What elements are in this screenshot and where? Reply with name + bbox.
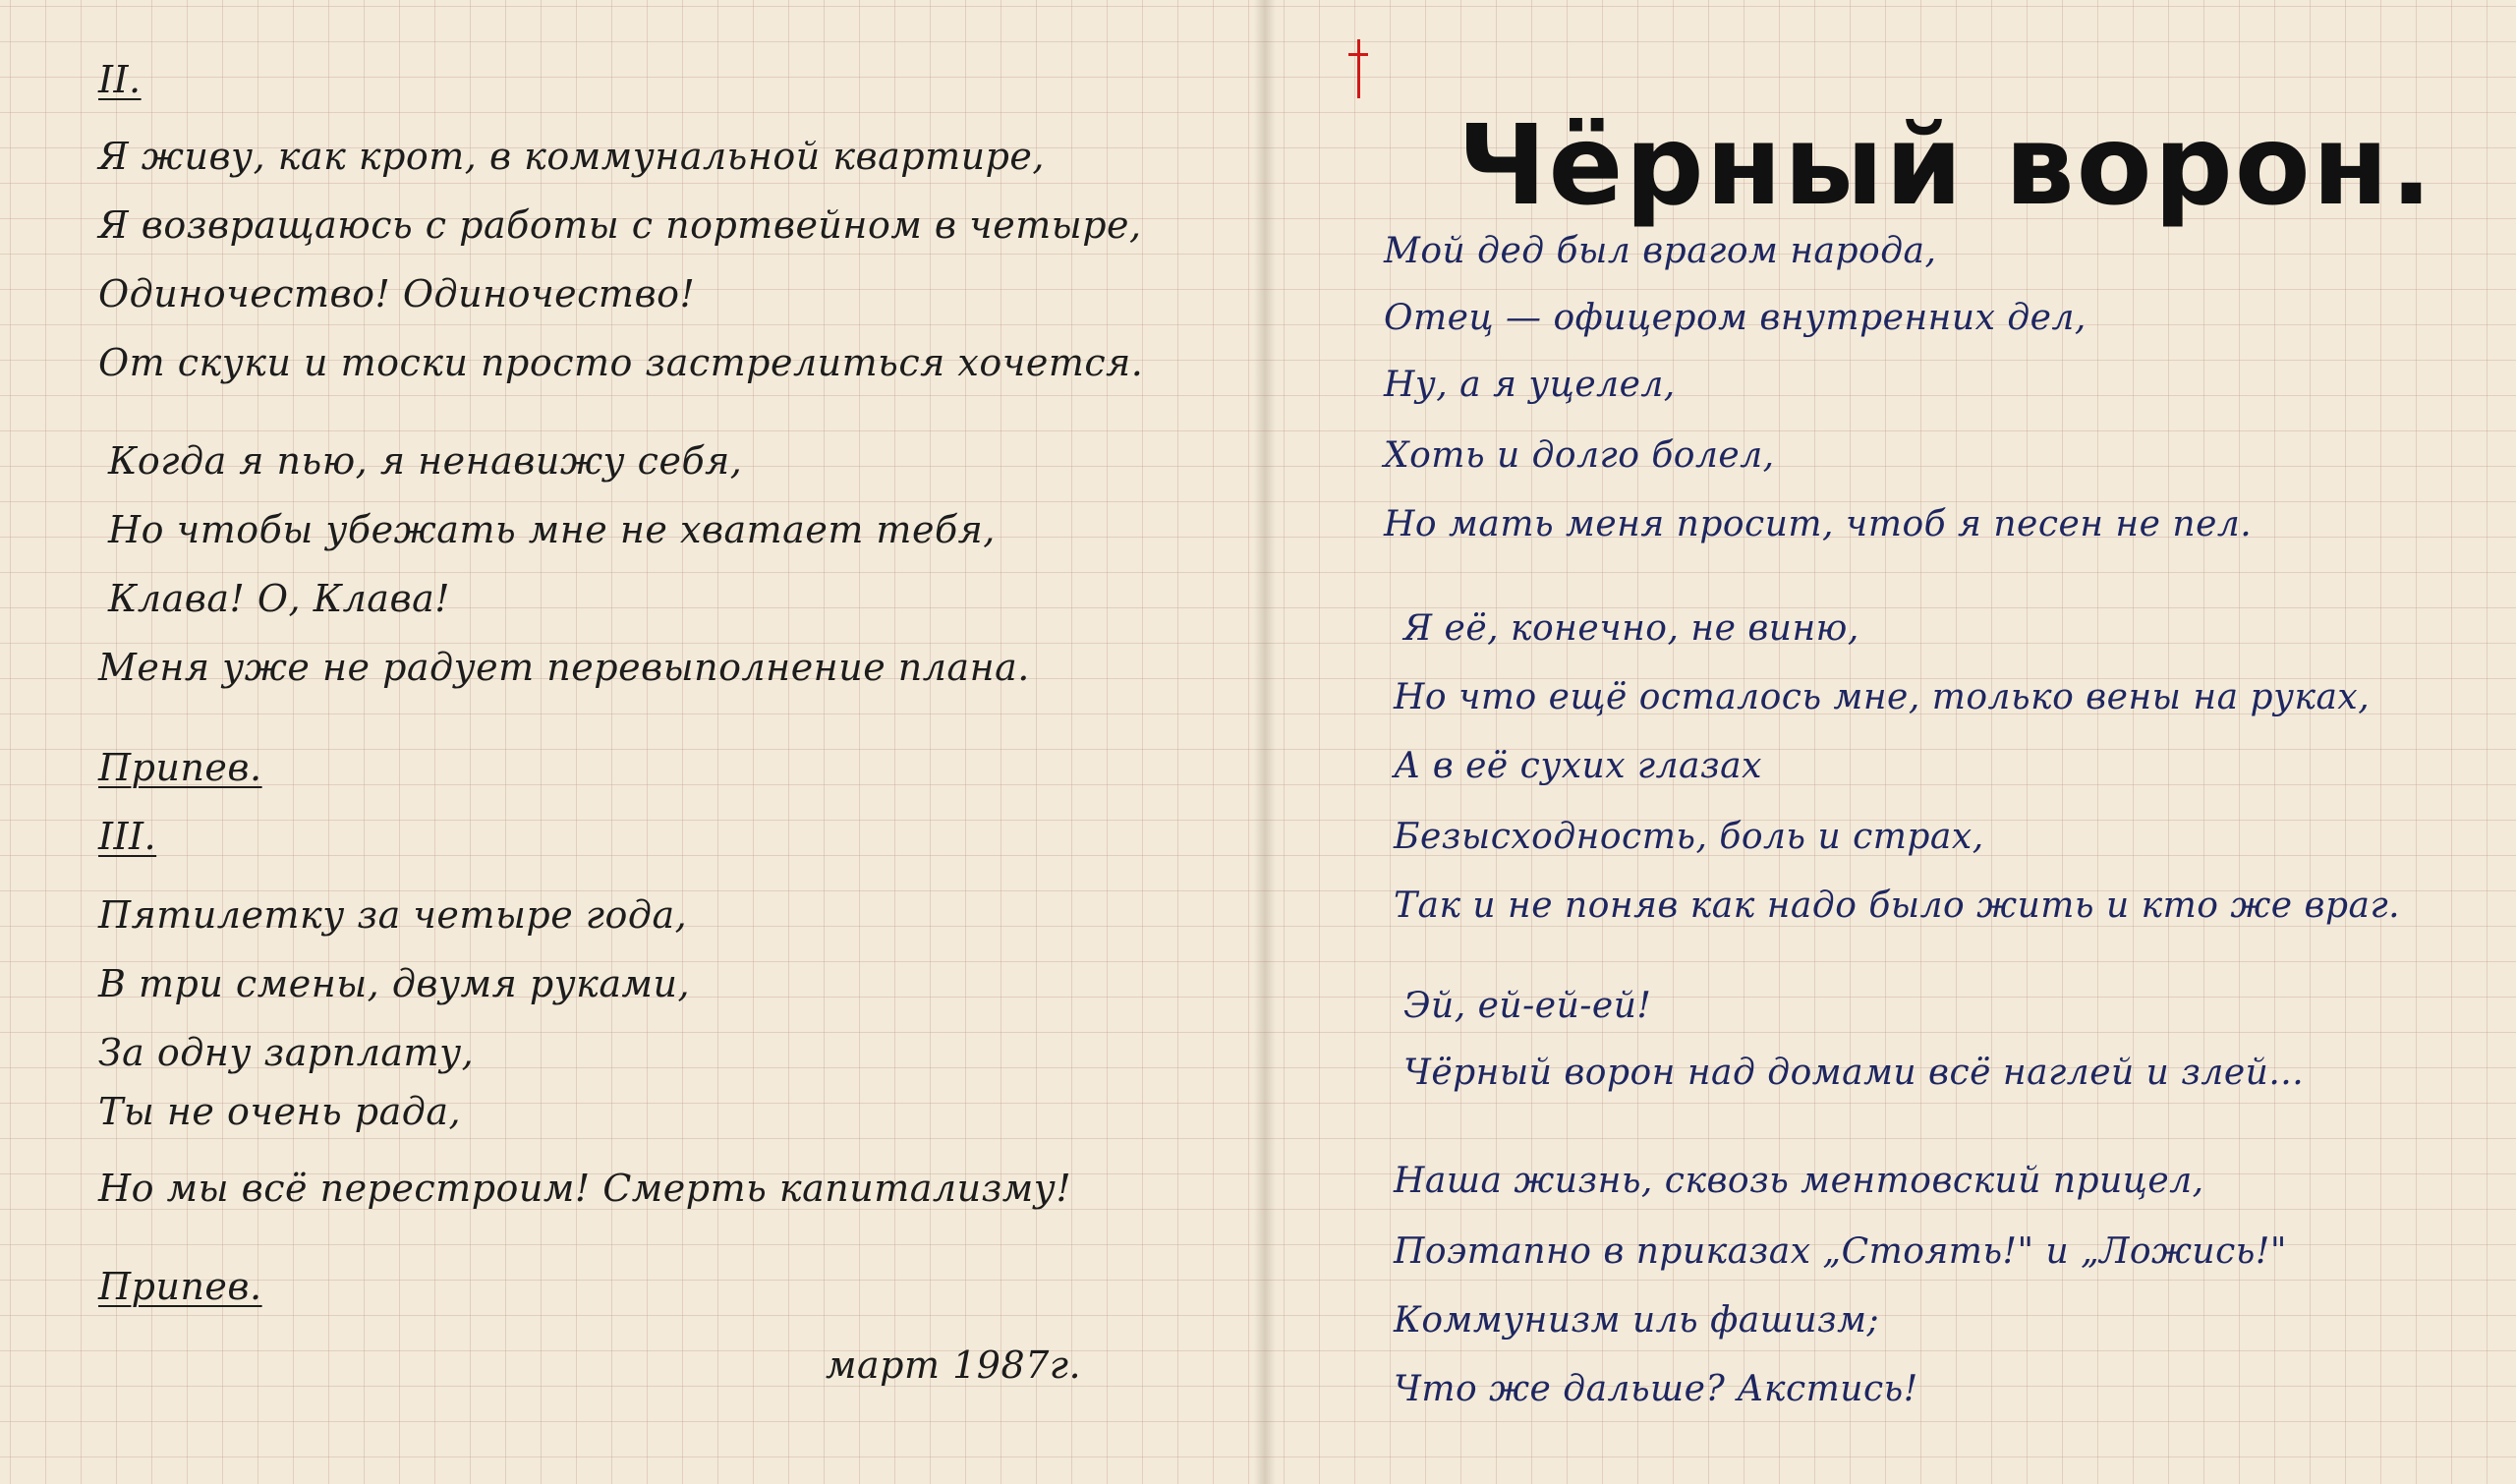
lyric-line: А в её сухих глазах	[1394, 746, 1762, 786]
verse-number-three: III.	[98, 815, 157, 858]
lyric-line: Коммунизм иль фашизм;	[1394, 1300, 1880, 1341]
song-title: Чёрный ворон.	[1458, 102, 2434, 231]
lyric-line: Я живу, как крот, в коммунальной квартире,	[98, 135, 1046, 178]
lyric-line: Когда я пью, я ненавижу себя,	[108, 439, 743, 483]
red-cross-icon	[1346, 39, 1370, 98]
lyric-line: Наша жизнь, сквозь ментовский прицел,	[1394, 1161, 2204, 1201]
lyric-line: Но что ещё осталось мне, только вены на руках,	[1394, 677, 2371, 717]
lyric-line: Я её, конечно, не виню,	[1403, 608, 1859, 649]
page-gutter	[1254, 0, 1276, 1484]
lyric-line: Пятилетку за четыре года,	[98, 893, 688, 937]
lyric-line: Мой дед был врагом народа,	[1384, 231, 1937, 271]
lyric-line: Отец — офицером внутренних дел,	[1384, 298, 2087, 338]
lyric-line: Клава! О, Клава!	[108, 577, 450, 620]
refrain-line: Эй, ей-ей-ей!	[1403, 986, 1652, 1026]
left-page	[0, 0, 1254, 1484]
lyric-line: Хоть и долго болел,	[1384, 435, 1775, 476]
lyric-line: Безысходность, боль и страх,	[1394, 817, 1984, 857]
date-signature: март 1987г.	[826, 1343, 1082, 1387]
lyric-line: Но чтобы убежать мне не хватает тебя,	[108, 508, 996, 551]
lyric-line: Ну, а я уцелел,	[1384, 365, 1676, 405]
lyric-line: Но мы всё перестроим! Смерть капитализму!	[98, 1167, 1072, 1210]
lyric-line: В три смены, двумя руками,	[98, 962, 691, 1005]
lyric-line: Так и не поняв как надо было жить и кто же враг.	[1394, 885, 2401, 926]
lyric-line: Одиночество! Одиночество!	[98, 272, 696, 315]
lyric-line: Ты не очень рада,	[98, 1090, 462, 1133]
refrain-line: Чёрный ворон над домами всё наглей и злей...	[1403, 1053, 2305, 1093]
verse-number-two: II.	[98, 58, 142, 101]
lyric-line: За одну зарплату,	[98, 1031, 475, 1074]
lyric-line: Я возвращаюсь с работы с портвейном в четыре,	[98, 203, 1142, 247]
right-page	[1276, 0, 2516, 1484]
lyric-line: Но мать меня просит, чтоб я песен не пел.	[1384, 504, 2253, 544]
lyric-line: От скуки и тоски просто застрелиться хочется.	[98, 341, 1144, 384]
lyric-line: Поэтапно в приказах „Стоять!" и „Ложись!"	[1394, 1231, 2287, 1272]
lyric-line: Меня уже не радует перевыполнение плана.	[98, 646, 1030, 689]
lyric-line: Что же дальше? Акстись!	[1394, 1369, 1918, 1409]
chorus-label: Припев.	[98, 746, 262, 789]
chorus-label: Припев.	[98, 1265, 262, 1308]
